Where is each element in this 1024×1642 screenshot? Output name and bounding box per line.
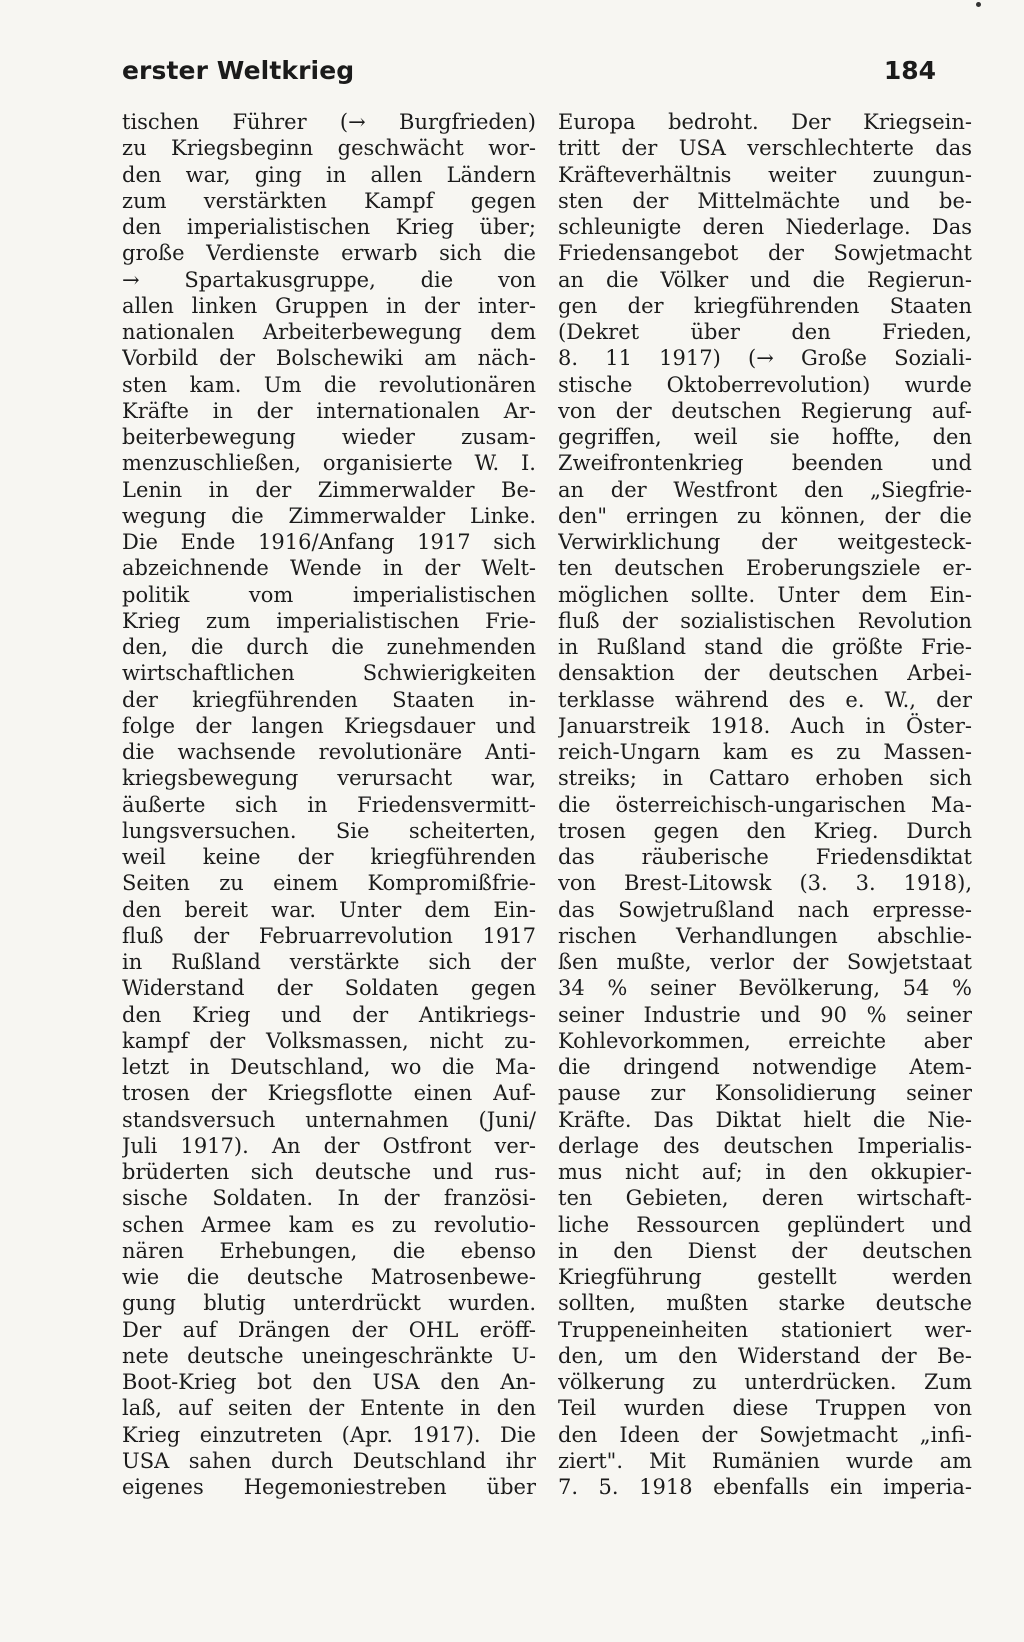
text-line: sische Soldaten. In der französi-	[122, 1186, 536, 1211]
text-line: schleunigte deren Niederlage. Das	[558, 215, 972, 239]
text-line: den" erringen zu können, der die	[558, 503, 972, 528]
text-line: Verwirklichung der weitgesteck-	[558, 530, 972, 554]
text-line: den Ideen der Sowjetmacht „infi-	[558, 1422, 972, 1447]
text-line: der kriegführenden Staaten in-	[122, 687, 536, 712]
text-line: Seiten zu einem Kompromißfrie-	[122, 871, 536, 896]
text-line: eigenes Hegemoniestreben über	[122, 1475, 536, 1499]
text-line: möglichen sollte. Unter dem Ein-	[558, 582, 972, 607]
text-line: Vorbild der Bolschewiki am näch-	[122, 346, 536, 371]
text-line: den, um den Widerstand der Be-	[558, 1343, 972, 1368]
text-line: menzuschließen, organisierte W. I.	[122, 451, 536, 476]
text-line: von der deutschen Regierung auf-	[558, 398, 972, 423]
text-line: den bereit war. Unter dem Ein-	[122, 897, 536, 922]
text-line: an die Völker und die Regierun-	[558, 267, 972, 292]
text-line: sten kam. Um die revolutionären	[122, 372, 536, 397]
running-head: erster Weltkrieg	[122, 56, 355, 85]
text-line: tritt der USA verschlechterte das	[558, 136, 972, 161]
scan-speck	[976, 2, 981, 7]
text-line: (Dekret über den Frieden,	[558, 320, 972, 344]
text-line: kriegsbewegung verursacht war,	[122, 766, 536, 791]
text-line: letzt in Deutschland, wo die Ma-	[122, 1055, 536, 1079]
text-line: die dringend notwendige Atem-	[558, 1055, 972, 1079]
text-line: terklasse während des e. W., der	[558, 687, 972, 712]
text-line: wegung die Zimmerwalder Linke.	[122, 503, 536, 528]
text-line: ten deutschen Eroberungsziele er-	[558, 556, 972, 581]
text-line: densaktion der deutschen Arbei-	[558, 661, 972, 686]
text-line: Truppeneinheiten stationiert wer-	[558, 1317, 972, 1342]
text-line: Krieg zum imperialistischen Frie-	[122, 608, 536, 633]
text-line: laß, auf seiten der Entente in den	[122, 1396, 536, 1421]
right-text-column	[558, 109, 972, 1500]
text-line: den war, ging in allen Ländern	[122, 162, 536, 187]
text-line: gegriffen, weil sie hoffte, den	[558, 425, 972, 449]
text-line: fluß der Februarrevolution 1917	[122, 923, 536, 948]
text-line: völkerung zu unterdrücken. Zum	[558, 1370, 972, 1394]
text-line: stische Oktoberrevolution) wurde	[558, 372, 972, 397]
page-number: 184	[883, 56, 936, 85]
text-line: Boot-Krieg bot den USA den An-	[122, 1370, 536, 1394]
left-text-column	[122, 109, 536, 1500]
text-line: politik vom imperialistischen	[122, 582, 536, 607]
text-line: pause zur Konsolidierung seiner	[558, 1081, 972, 1106]
text-line: den imperialistischen Krieg über;	[122, 215, 536, 239]
text-line: nären Erhebungen, die ebenso	[122, 1238, 536, 1263]
text-line: ßen mußte, verlor der Sowjetstaat	[558, 950, 972, 974]
text-line: gung blutig unterdrückt wurden.	[122, 1291, 536, 1316]
text-line: 8. 11 1917) (→ Große Soziali-	[558, 346, 972, 371]
text-line: trosen gegen den Krieg. Durch	[558, 818, 972, 843]
text-line: brüderten sich deutsche und rus-	[122, 1160, 536, 1184]
text-line: wirtschaftlichen Schwierigkeiten	[122, 661, 536, 686]
text-line: Widerstand der Soldaten gegen	[122, 976, 536, 1001]
text-line: äußerte sich in Friedensvermitt-	[122, 792, 536, 817]
text-line: Zweifrontenkrieg beenden und	[558, 451, 972, 476]
text-line: Kräfteverhältnis weiter zuungun-	[558, 162, 972, 187]
text-line: Die Ende 1916/Anfang 1917 sich	[122, 530, 536, 554]
text-line: gen der kriegführenden Staaten	[558, 293, 972, 318]
page-header	[122, 56, 936, 96]
text-line: an der Westfront den „Siegfrie-	[558, 477, 972, 502]
text-line: in Rußland stand die größte Frie-	[558, 635, 972, 659]
text-line: in den Dienst der deutschen	[558, 1238, 972, 1263]
text-line: zu Kriegsbeginn geschwächt wor-	[122, 136, 536, 161]
text-line: Friedensangebot der Sowjetmacht	[558, 241, 972, 266]
text-line: den, die durch die zunehmenden	[122, 635, 536, 659]
text-line: sollten, mußten starke deutsche	[558, 1291, 972, 1316]
text-line: streiks; in Cattaro erhoben sich	[558, 766, 972, 791]
text-line: tischen Führer (→ Burgfrieden)	[122, 110, 536, 134]
text-line: Kriegführung gestellt werden	[558, 1265, 972, 1289]
text-line: trosen der Kriegsflotte einen Auf-	[122, 1081, 536, 1106]
text-line: USA sahen durch Deutschland ihr	[122, 1448, 536, 1473]
text-line: folge der langen Kriegsdauer und	[122, 713, 536, 738]
text-line: das räuberische Friedensdiktat	[558, 845, 972, 869]
text-line: schen Armee kam es zu revolutio-	[122, 1212, 536, 1237]
text-line: Januarstreik 1918. Auch in Öster-	[558, 713, 972, 738]
text-line: die österreichisch-ungarischen Ma-	[558, 792, 972, 817]
text-line: ziert". Mit Rumänien wurde am	[558, 1448, 972, 1473]
text-line: Kräfte. Das Diktat hielt die Nie-	[558, 1107, 972, 1132]
text-line: abzeichnende Wende in der Welt-	[122, 556, 536, 581]
text-line: standsversuch unternahmen (Juni/	[122, 1107, 536, 1132]
text-line: Juli 1917). An der Ostfront ver-	[122, 1133, 536, 1158]
text-line: Kohlevorkommen, erreichte aber	[558, 1028, 972, 1053]
text-line: Krieg einzutreten (Apr. 1917). Die	[122, 1422, 536, 1447]
text-line: seiner Industrie und 90 % seiner	[558, 1002, 972, 1027]
text-line: wie die deutsche Matrosenbewe-	[122, 1265, 536, 1289]
text-line: derlage des deutschen Imperialis-	[558, 1133, 972, 1158]
text-line: den Krieg und der Antikriegs-	[122, 1002, 536, 1027]
text-line: 34 % seiner Bevölkerung, 54 %	[558, 976, 972, 1001]
text-line: lungsversuchen. Sie scheiterten,	[122, 818, 536, 843]
text-line: rischen Verhandlungen abschlie-	[558, 923, 972, 948]
text-line: zum verstärkten Kampf gegen	[122, 188, 536, 213]
text-line: von Brest-Litowsk (3. 3. 1918),	[558, 871, 972, 896]
text-line: 7. 5. 1918 ebenfalls ein imperia-	[558, 1475, 972, 1499]
text-line: kampf der Volksmassen, nicht zu-	[122, 1028, 536, 1053]
text-line: Kräfte in der internationalen Ar-	[122, 398, 536, 423]
text-line: Lenin in der Zimmerwalder Be-	[122, 477, 536, 502]
text-line: beiterbewegung wieder zusam-	[122, 425, 536, 449]
text-line: das Sowjetrußland nach erpresse-	[558, 897, 972, 922]
text-line: sten der Mittelmächte und be-	[558, 188, 972, 213]
text-line: fluß der sozialistischen Revolution	[558, 608, 972, 633]
text-line: → Spartakusgruppe, die von	[122, 267, 536, 292]
text-line: liche Ressourcen geplündert und	[558, 1212, 972, 1237]
text-line: Der auf Drängen der OHL eröff-	[122, 1317, 536, 1342]
text-line: die wachsende revolutionäre Anti-	[122, 740, 536, 764]
text-line: mus nicht auf; in den okkupier-	[558, 1160, 972, 1184]
text-line: nationalen Arbeiterbewegung dem	[122, 320, 536, 344]
text-line: ten Gebieten, deren wirtschaft-	[558, 1186, 972, 1211]
text-line: in Rußland verstärkte sich der	[122, 950, 536, 974]
text-line: große Verdienste erwarb sich die	[122, 241, 536, 266]
text-line: reich-Ungarn kam es zu Massen-	[558, 740, 972, 764]
text-line: Teil wurden diese Truppen von	[558, 1396, 972, 1421]
text-line: weil keine der kriegführenden	[122, 845, 536, 869]
text-line: allen linken Gruppen in der inter-	[122, 293, 536, 318]
text-line: Europa bedroht. Der Kriegsein-	[558, 110, 972, 134]
text-line: nete deutsche uneingeschränkte U-	[122, 1343, 536, 1368]
